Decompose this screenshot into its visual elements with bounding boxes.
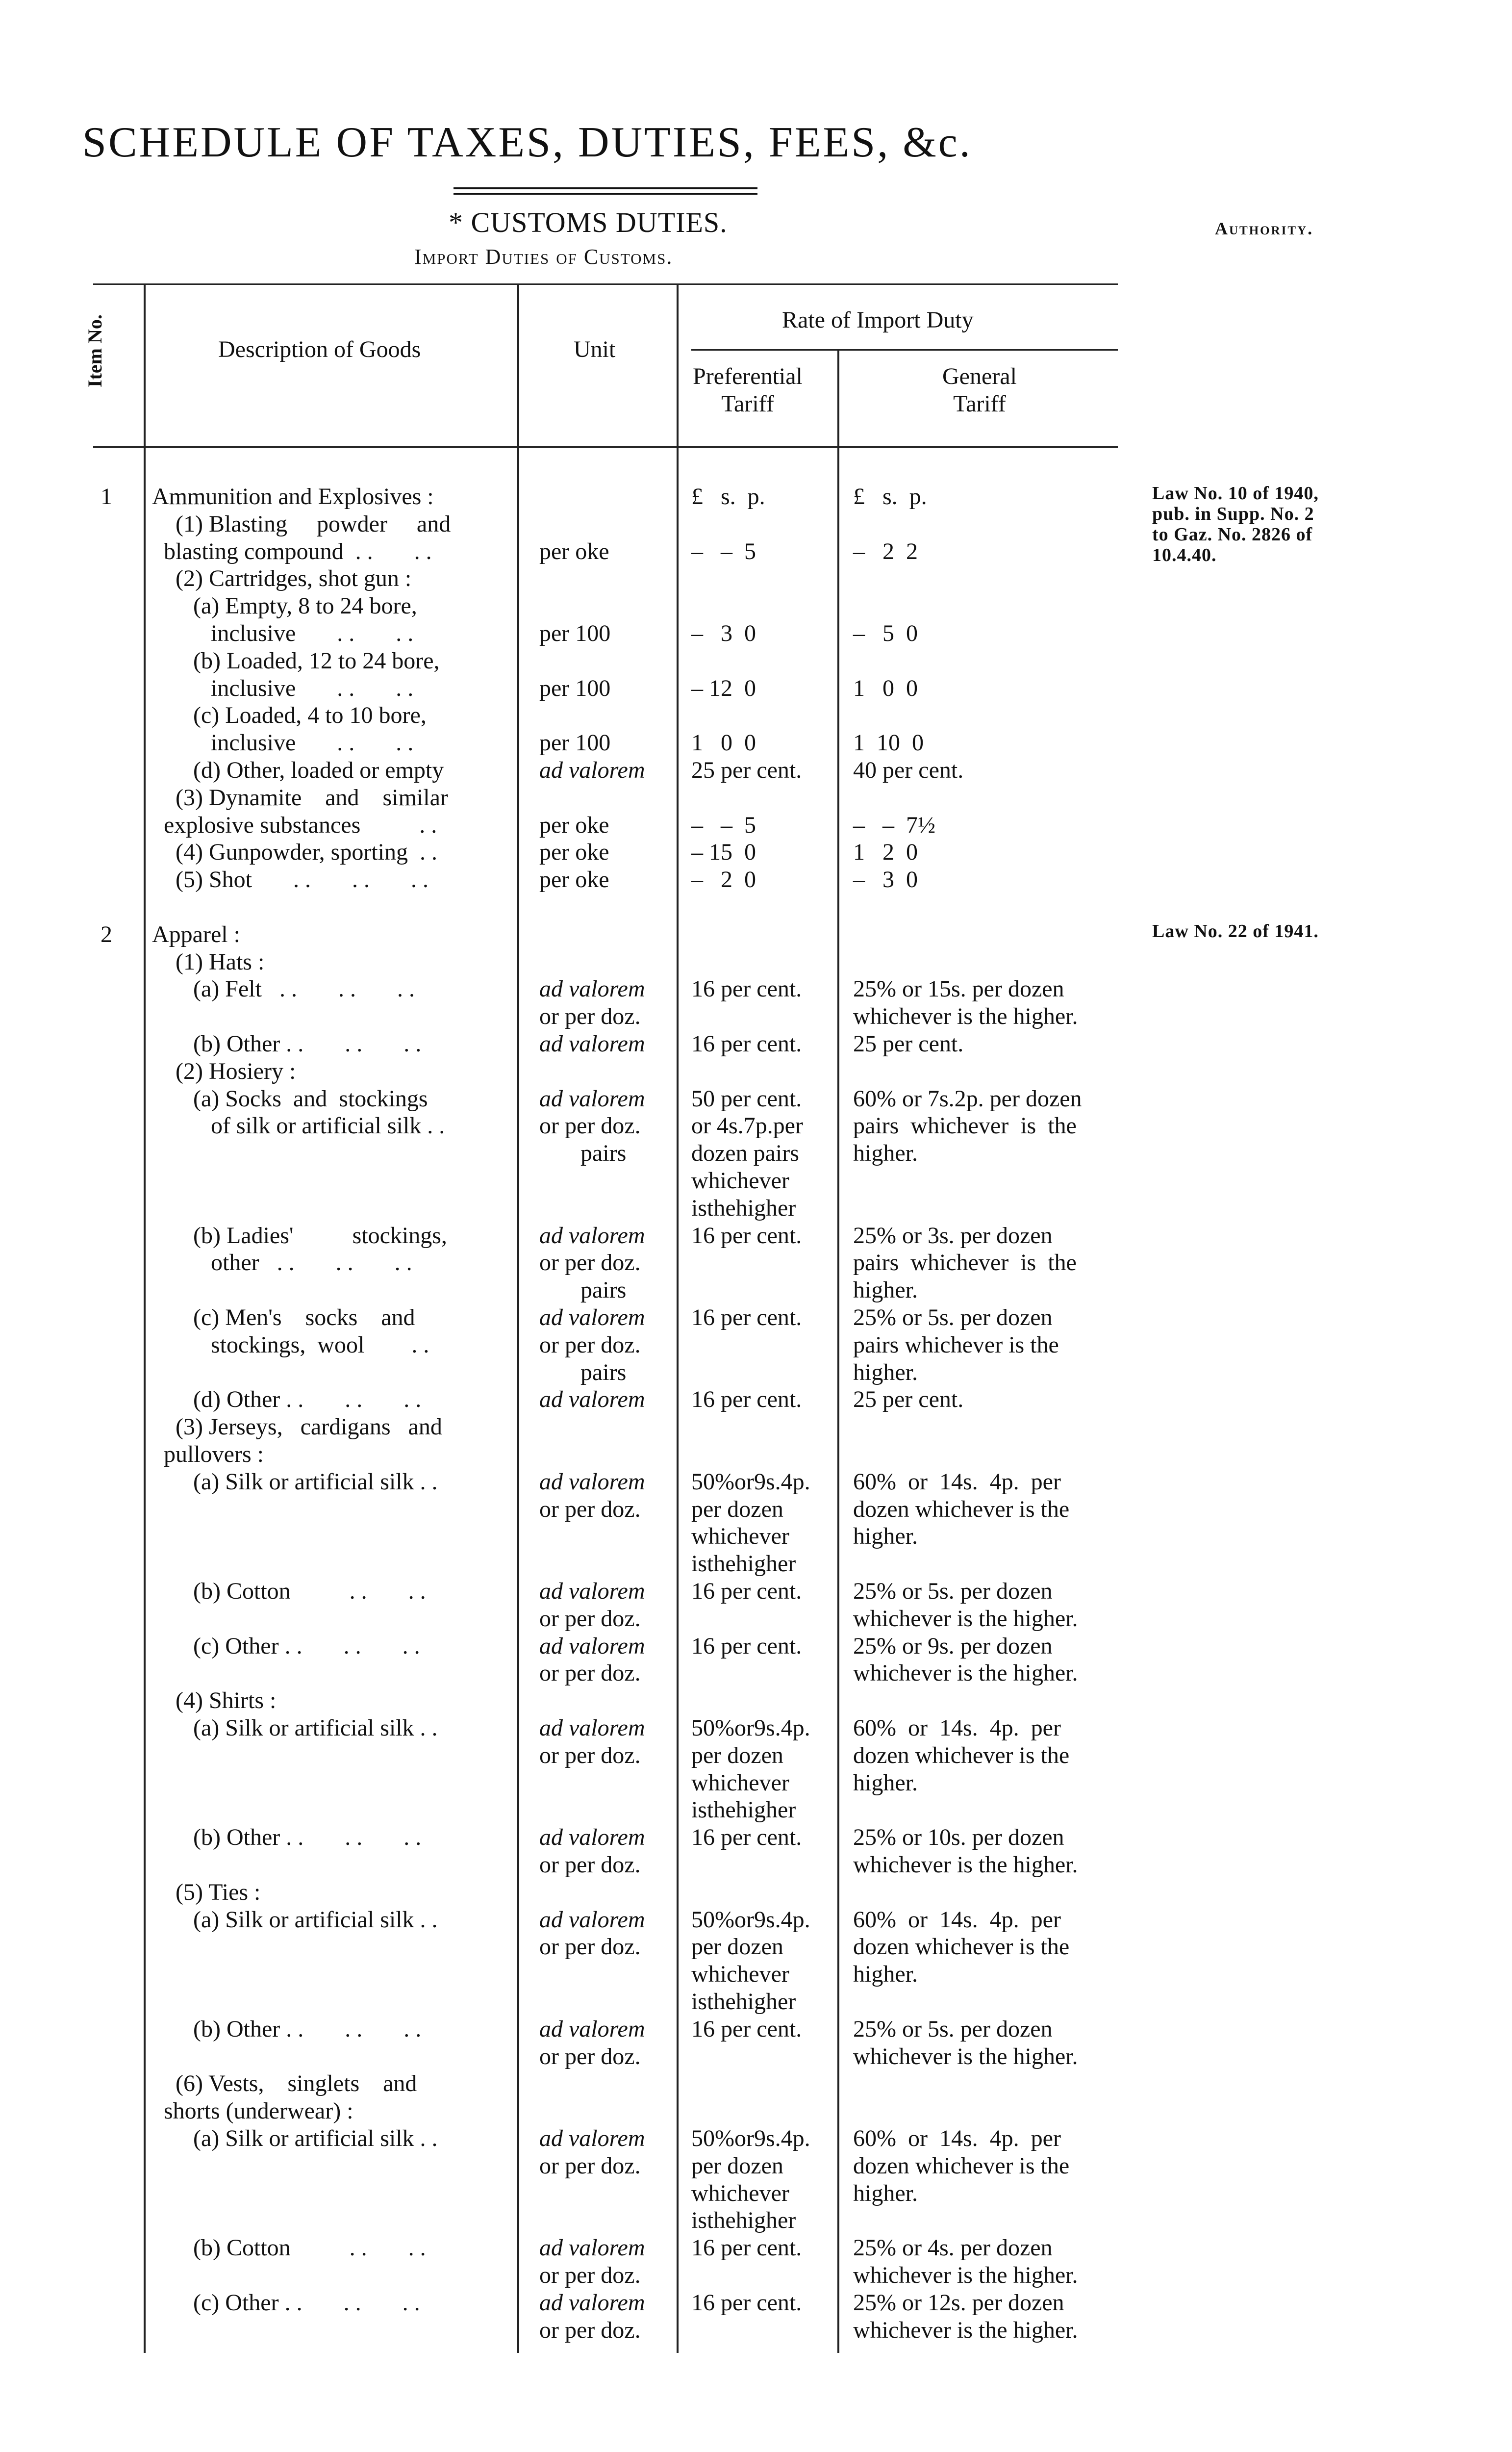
goods-description: inclusive . . . .: [152, 730, 414, 756]
general-rate: 25% or 5s. per dozen: [853, 1578, 1053, 1604]
preferential-rate: 16 per cent.: [691, 1031, 802, 1057]
general-rate: – 2 2: [853, 538, 918, 564]
general-rate: 1 0 0: [853, 675, 918, 701]
header-general: General Tariff: [942, 363, 1017, 417]
goods-description: (a) Silk or artificial silk . .: [152, 2125, 438, 2151]
goods-description: (1) Blasting powder and: [152, 511, 451, 537]
goods-description: (b) Other . . . . . .: [152, 2016, 422, 2042]
goods-description: (b) Ladies' stockings,: [152, 1222, 447, 1249]
preferential-rate: – 12 0: [691, 675, 756, 701]
unit-cell: or per doz.: [539, 2262, 641, 2288]
preferential-rate: 25 per cent.: [691, 757, 802, 783]
unit-cell: ad valorem: [539, 1468, 645, 1495]
unit-cell: or per doz.: [539, 1605, 641, 1632]
goods-description: (5) Shot . . . . . .: [152, 867, 428, 893]
general-rate: whichever is the higher.: [853, 1852, 1078, 1878]
unit-cell: ad valorem: [539, 1085, 645, 1112]
goods-description: stockings, wool . .: [152, 1331, 429, 1358]
general-rate: whichever is the higher.: [853, 2043, 1078, 2069]
unit-cell: or per doz.: [539, 1852, 641, 1878]
goods-description: (b) Other . . . . . .: [152, 1031, 422, 1057]
preferential-rate: 16 per cent.: [691, 1824, 802, 1851]
goods-description: inclusive . . . .: [152, 620, 414, 646]
preferential-rate: per dozen: [691, 1742, 783, 1768]
general-rate: dozen whichever is the: [853, 1496, 1070, 1522]
authority-note: Law No. 10 of 1940, pub. in Supp. No. 2 to Gaz. No. 2826 of 10.4.40.: [1152, 483, 1319, 565]
unit-cell: or per doz.: [539, 1660, 641, 1686]
preferential-rate: whichever: [691, 1168, 789, 1194]
goods-description: (c) Other . . . . . .: [152, 1633, 420, 1659]
preferential-rate: – 3 0: [691, 620, 756, 646]
general-rate: whichever is the higher.: [853, 1660, 1078, 1686]
general-rate: 60% or 14s. 4p. per: [853, 1468, 1061, 1495]
preferential-rate: 50%or9s.4p.: [691, 1906, 810, 1933]
general-rate: higher.: [853, 1277, 918, 1303]
preferential-rate: – 15 0: [691, 839, 756, 866]
preferential-rate: £ s. p.: [691, 484, 765, 510]
preferential-rate: 16 per cent.: [691, 2016, 802, 2042]
goods-description: (4) Shirts :: [152, 1687, 277, 1714]
general-rate: pairs whichever is the: [853, 1113, 1077, 1139]
customs-heading: * CUSTOMS DUTIES.: [449, 206, 728, 238]
general-rate: 25 per cent.: [853, 1386, 964, 1413]
general-rate: 25% or 15s. per dozen: [853, 976, 1064, 1002]
unit-cell: ad valorem: [539, 976, 645, 1002]
goods-description: (c) Loaded, 4 to 10 bore,: [152, 702, 427, 729]
goods-description: (b) Cotton . . . .: [152, 1578, 426, 1604]
goods-description: Ammunition and Explosives :: [152, 484, 434, 510]
general-rate: 60% or 7s.2p. per dozen: [853, 1085, 1082, 1112]
general-rate: whichever is the higher.: [853, 1003, 1078, 1030]
goods-description: (a) Silk or artificial silk . .: [152, 1715, 438, 1741]
preferential-rate: – – 5: [691, 812, 756, 838]
general-rate: higher.: [853, 1523, 918, 1550]
general-rate: dozen whichever is the: [853, 1742, 1070, 1768]
general-rate: – 3 0: [853, 867, 918, 893]
goods-description: (b) Loaded, 12 to 24 bore,: [152, 647, 440, 674]
preferential-rate: 50%or9s.4p.: [691, 2125, 810, 2151]
preferential-rate: per dozen: [691, 1496, 783, 1522]
unit-cell: per oke: [539, 538, 609, 564]
unit-cell: or per doz.: [539, 1742, 641, 1768]
goods-description: (2) Hosiery :: [152, 1058, 296, 1084]
general-rate: higher.: [853, 1140, 918, 1167]
preferential-rate: isthehigher: [691, 1797, 796, 1823]
preferential-rate: isthehigher: [691, 2207, 796, 2234]
item-number: 1: [101, 484, 112, 510]
preferential-rate: whichever: [691, 1523, 789, 1550]
preferential-rate: per dozen: [691, 2152, 783, 2179]
general-rate: 25% or 5s. per dozen: [853, 1304, 1053, 1330]
goods-description: (b) Cotton . . . .: [152, 2235, 426, 2261]
general-rate: pairs whichever is the: [853, 1250, 1077, 1276]
general-rate: higher.: [853, 2180, 918, 2206]
general-rate: higher.: [853, 1359, 918, 1385]
preferential-rate: per dozen: [691, 1934, 783, 1960]
item-number: 2: [101, 921, 112, 947]
page-title: SCHEDULE OF TAXES, DUTIES, FEES, &c.: [82, 119, 972, 166]
general-rate: 25% or 3s. per dozen: [853, 1222, 1053, 1249]
unit-cell: ad valorem: [539, 1715, 645, 1741]
preferential-rate: 16 per cent.: [691, 1304, 802, 1330]
header-unit: Unit: [574, 336, 616, 362]
goods-description: (a) Socks and stockings: [152, 1085, 428, 1112]
header-item-no: Item No.: [84, 314, 106, 387]
goods-description: (a) Silk or artificial silk . .: [152, 1468, 438, 1495]
general-rate: 1 2 0: [853, 839, 918, 866]
goods-description: (d) Other, loaded or empty: [152, 757, 444, 783]
preferential-rate: isthehigher: [691, 1989, 796, 2015]
goods-description: blasting compound . . . .: [152, 538, 432, 564]
general-rate: whichever is the higher.: [853, 1605, 1078, 1632]
unit-cell: or per doz.: [539, 1250, 641, 1276]
goods-description: (3) Jerseys, cardigans and: [152, 1414, 442, 1440]
unit-cell: or per doz.: [539, 1496, 641, 1522]
preferential-rate: 1 0 0: [691, 730, 756, 756]
unit-cell: ad valorem: [539, 1633, 645, 1659]
goods-description: of silk or artificial silk . .: [152, 1113, 445, 1139]
goods-description: (a) Silk or artificial silk . .: [152, 1906, 438, 1933]
preferential-rate: whichever: [691, 1769, 789, 1796]
preferential-rate: or 4s.7p.per: [691, 1113, 803, 1139]
authority-heading: Authority.: [1215, 219, 1314, 238]
preferential-rate: 16 per cent.: [691, 976, 802, 1002]
unit-cell: per oke: [539, 867, 609, 893]
goods-description: (4) Gunpowder, sporting . .: [152, 839, 437, 866]
preferential-rate: 16 per cent.: [691, 2235, 802, 2261]
goods-description: explosive substances . .: [152, 812, 437, 838]
general-rate: 25% or 4s. per dozen: [853, 2235, 1053, 2261]
unit-cell: ad valorem: [539, 2016, 645, 2042]
general-rate: 25% or 5s. per dozen: [853, 2016, 1053, 2042]
general-rate: dozen whichever is the: [853, 1934, 1070, 1960]
preferential-rate: 50%or9s.4p.: [691, 1468, 810, 1495]
general-rate: – 5 0: [853, 620, 918, 646]
general-rate: 25% or 9s. per dozen: [853, 1633, 1053, 1659]
goods-description: other . . . . . .: [152, 1250, 412, 1276]
general-rate: 40 per cent.: [853, 757, 964, 783]
unit-cell: ad valorem: [539, 2289, 645, 2316]
header-preferential: Preferential Tariff: [693, 363, 803, 417]
unit-cell: ad valorem: [539, 1031, 645, 1057]
preferential-rate: – – 5: [691, 538, 756, 564]
preferential-rate: 16 per cent.: [691, 1386, 802, 1413]
unit-cell: ad valorem: [539, 1578, 645, 1604]
general-rate: 60% or 14s. 4p. per: [853, 1906, 1061, 1933]
general-rate: – – 7½: [853, 812, 935, 838]
preferential-rate: 50%or9s.4p.: [691, 1715, 810, 1741]
unit-cell: ad valorem: [539, 2125, 645, 2151]
general-rate: 25% or 12s. per dozen: [853, 2289, 1064, 2316]
unit-cell: per 100: [539, 620, 611, 646]
general-rate: higher.: [853, 1961, 918, 1988]
unit-cell: or per doz.: [539, 1113, 641, 1139]
unit-cell: or per doz.: [539, 2043, 641, 2069]
unit-cell: pairs: [539, 1140, 627, 1167]
general-rate: 25% or 10s. per dozen: [853, 1824, 1064, 1851]
goods-description: (d) Other . . . . . .: [152, 1386, 422, 1413]
general-rate: higher.: [853, 1769, 918, 1796]
goods-description: (6) Vests, singlets and: [152, 2070, 417, 2097]
goods-description: (3) Dynamite and similar: [152, 784, 448, 811]
goods-description: pullovers :: [152, 1441, 264, 1467]
unit-cell: ad valorem: [539, 1222, 645, 1249]
unit-cell: ad valorem: [539, 1386, 645, 1413]
goods-description: inclusive . . . .: [152, 675, 414, 701]
goods-description: (a) Empty, 8 to 24 bore,: [152, 593, 417, 619]
preferential-rate: whichever: [691, 1961, 789, 1988]
unit-cell: or per doz.: [539, 2152, 641, 2179]
general-rate: 60% or 14s. 4p. per: [853, 1715, 1061, 1741]
preferential-rate: – 2 0: [691, 867, 756, 893]
unit-cell: ad valorem: [539, 757, 645, 783]
preferential-rate: 16 per cent.: [691, 1222, 802, 1249]
unit-cell: ad valorem: [539, 1304, 645, 1330]
header-description: Description of Goods: [218, 336, 421, 362]
unit-cell: per 100: [539, 675, 611, 701]
unit-cell: per oke: [539, 812, 609, 838]
unit-cell: per 100: [539, 730, 611, 756]
unit-cell: ad valorem: [539, 1906, 645, 1933]
preferential-rate: dozen pairs: [691, 1140, 799, 1167]
general-rate: 25 per cent.: [853, 1031, 964, 1057]
authority-note: Law No. 22 of 1941.: [1152, 920, 1319, 942]
unit-cell: pairs: [539, 1359, 627, 1385]
goods-description: (5) Ties :: [152, 1879, 261, 1905]
preferential-rate: 16 per cent.: [691, 1578, 802, 1604]
preferential-rate: isthehigher: [691, 1195, 796, 1221]
unit-cell: or per doz.: [539, 1331, 641, 1358]
unit-cell: ad valorem: [539, 2235, 645, 2261]
general-rate: 60% or 14s. 4p. per: [853, 2125, 1061, 2151]
unit-cell: pairs: [539, 1277, 627, 1303]
header-rate: Rate of Import Duty: [782, 307, 974, 333]
goods-description: (c) Men's socks and: [152, 1304, 415, 1330]
section-heading: Import Duties of Customs.: [414, 245, 673, 269]
goods-description: shorts (underwear) :: [152, 2098, 353, 2124]
goods-description: (1) Hats :: [152, 948, 265, 975]
general-rate: whichever is the higher.: [853, 2317, 1078, 2343]
goods-description: (b) Other . . . . . .: [152, 1824, 422, 1851]
preferential-rate: isthehigher: [691, 1551, 796, 1577]
general-rate: 1 10 0: [853, 730, 924, 756]
goods-description: Apparel :: [152, 921, 240, 947]
general-rate: pairs whichever is the: [853, 1331, 1059, 1358]
preferential-rate: 16 per cent.: [691, 1633, 802, 1659]
unit-cell: or per doz.: [539, 1003, 641, 1030]
unit-cell: per oke: [539, 839, 609, 866]
unit-cell: or per doz.: [539, 1934, 641, 1960]
preferential-rate: whichever: [691, 2180, 789, 2206]
goods-description: (a) Felt . . . . . .: [152, 976, 415, 1002]
unit-cell: ad valorem: [539, 1824, 645, 1851]
general-rate: £ s. p.: [853, 484, 927, 510]
preferential-rate: 16 per cent.: [691, 2289, 802, 2316]
goods-description: (2) Cartridges, shot gun :: [152, 565, 412, 592]
preferential-rate: 50 per cent.: [691, 1085, 802, 1112]
goods-description: (c) Other . . . . . .: [152, 2289, 420, 2316]
general-rate: dozen whichever is the: [853, 2152, 1070, 2179]
general-rate: whichever is the higher.: [853, 2262, 1078, 2288]
unit-cell: or per doz.: [539, 2317, 641, 2343]
